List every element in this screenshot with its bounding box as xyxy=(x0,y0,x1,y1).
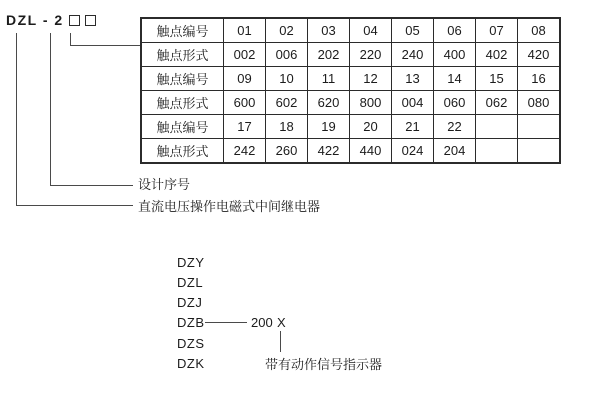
table-row-label: 触点形式 xyxy=(141,139,224,164)
connector-box-vertical xyxy=(70,33,71,45)
table-cell: 12 xyxy=(350,67,392,91)
table-row xyxy=(141,43,560,67)
table-row xyxy=(141,115,560,139)
table-cell: 242 xyxy=(224,139,266,164)
table-row xyxy=(141,67,560,91)
table-cell: 204 xyxy=(434,139,476,164)
table-cell: 600 xyxy=(224,91,266,115)
table-cell: 620 xyxy=(308,91,350,115)
table-cell: 220 xyxy=(350,43,392,67)
connector-description-horizontal xyxy=(16,205,133,206)
table-cell: 002 xyxy=(224,43,266,67)
series-item-dzb: DZB xyxy=(177,315,205,330)
table-cell: 22 xyxy=(434,115,476,139)
table-cell: 07 xyxy=(476,18,518,43)
indicator-note: 带有动作信号指示器 xyxy=(265,357,383,372)
connector-box-horizontal xyxy=(70,45,140,46)
table-cell: 21 xyxy=(392,115,434,139)
table-cell: 06 xyxy=(434,18,476,43)
placeholder-box-1 xyxy=(69,15,80,26)
table-cell xyxy=(518,139,561,164)
table-row xyxy=(141,18,560,43)
table-cell: 402 xyxy=(476,43,518,67)
table-row-label: 触点形式 xyxy=(141,43,224,67)
table-cell: 006 xyxy=(266,43,308,67)
contact-code-table xyxy=(140,17,561,164)
table-cell: 440 xyxy=(350,139,392,164)
table-cell: 422 xyxy=(308,139,350,164)
suffix-number: 200 xyxy=(251,315,273,330)
table-cell: 16 xyxy=(518,67,561,91)
series-item-dzj: DZJ xyxy=(177,295,203,310)
table-cell: 15 xyxy=(476,67,518,91)
table-cell: 062 xyxy=(476,91,518,115)
table-cell: 420 xyxy=(518,43,561,67)
table-cell: 04 xyxy=(350,18,392,43)
table-cell: 240 xyxy=(392,43,434,67)
table-cell: 08 xyxy=(518,18,561,43)
series-item-dzl: DZL xyxy=(177,275,204,290)
table-cell xyxy=(476,139,518,164)
table-cell: 13 xyxy=(392,67,434,91)
table-cell: 202 xyxy=(308,43,350,67)
dzb-connector-line xyxy=(205,322,247,323)
table-cell: 14 xyxy=(434,67,476,91)
placeholder-box-2 xyxy=(85,15,96,26)
indicator-connector-line xyxy=(280,331,281,352)
connector-serial-horizontal xyxy=(50,185,133,186)
table-cell: 18 xyxy=(266,115,308,139)
table-cell: 20 xyxy=(350,115,392,139)
table-cell xyxy=(476,115,518,139)
table-cell: 17 xyxy=(224,115,266,139)
table-cell: 004 xyxy=(392,91,434,115)
table-row-label: 触点编号 xyxy=(141,115,224,139)
table-cell: 01 xyxy=(224,18,266,43)
model-code xyxy=(6,12,96,28)
table-row xyxy=(141,139,560,164)
table-row-label: 触点形式 xyxy=(141,91,224,115)
table-cell: 260 xyxy=(266,139,308,164)
table-cell: 19 xyxy=(308,115,350,139)
table-cell xyxy=(518,115,561,139)
table-row-label: 触点编号 xyxy=(141,18,224,43)
table-row-label: 触点编号 xyxy=(141,67,224,91)
series-item-dzy: DZY xyxy=(177,255,205,270)
model-code-text: DZL - 2 xyxy=(6,12,64,28)
table-cell: 02 xyxy=(266,18,308,43)
table-cell: 09 xyxy=(224,67,266,91)
connector-description-vertical xyxy=(16,33,17,205)
design-serial-label: 设计序号 xyxy=(138,177,191,192)
table-cell: 10 xyxy=(266,67,308,91)
table-cell: 080 xyxy=(518,91,561,115)
suffix-x: X xyxy=(277,315,286,330)
table-row xyxy=(141,91,560,115)
table-cell: 11 xyxy=(308,67,350,91)
table-cell: 05 xyxy=(392,18,434,43)
series-item-dzk: DZK xyxy=(177,356,205,371)
relay-description-label: 直流电压操作电磁式中间继电器 xyxy=(138,199,321,214)
table-cell: 060 xyxy=(434,91,476,115)
table-cell: 602 xyxy=(266,91,308,115)
table-cell: 800 xyxy=(350,91,392,115)
connector-serial-vertical xyxy=(50,33,51,185)
series-item-dzs: DZS xyxy=(177,336,205,351)
table-cell: 024 xyxy=(392,139,434,164)
table-cell: 400 xyxy=(434,43,476,67)
table-cell: 03 xyxy=(308,18,350,43)
